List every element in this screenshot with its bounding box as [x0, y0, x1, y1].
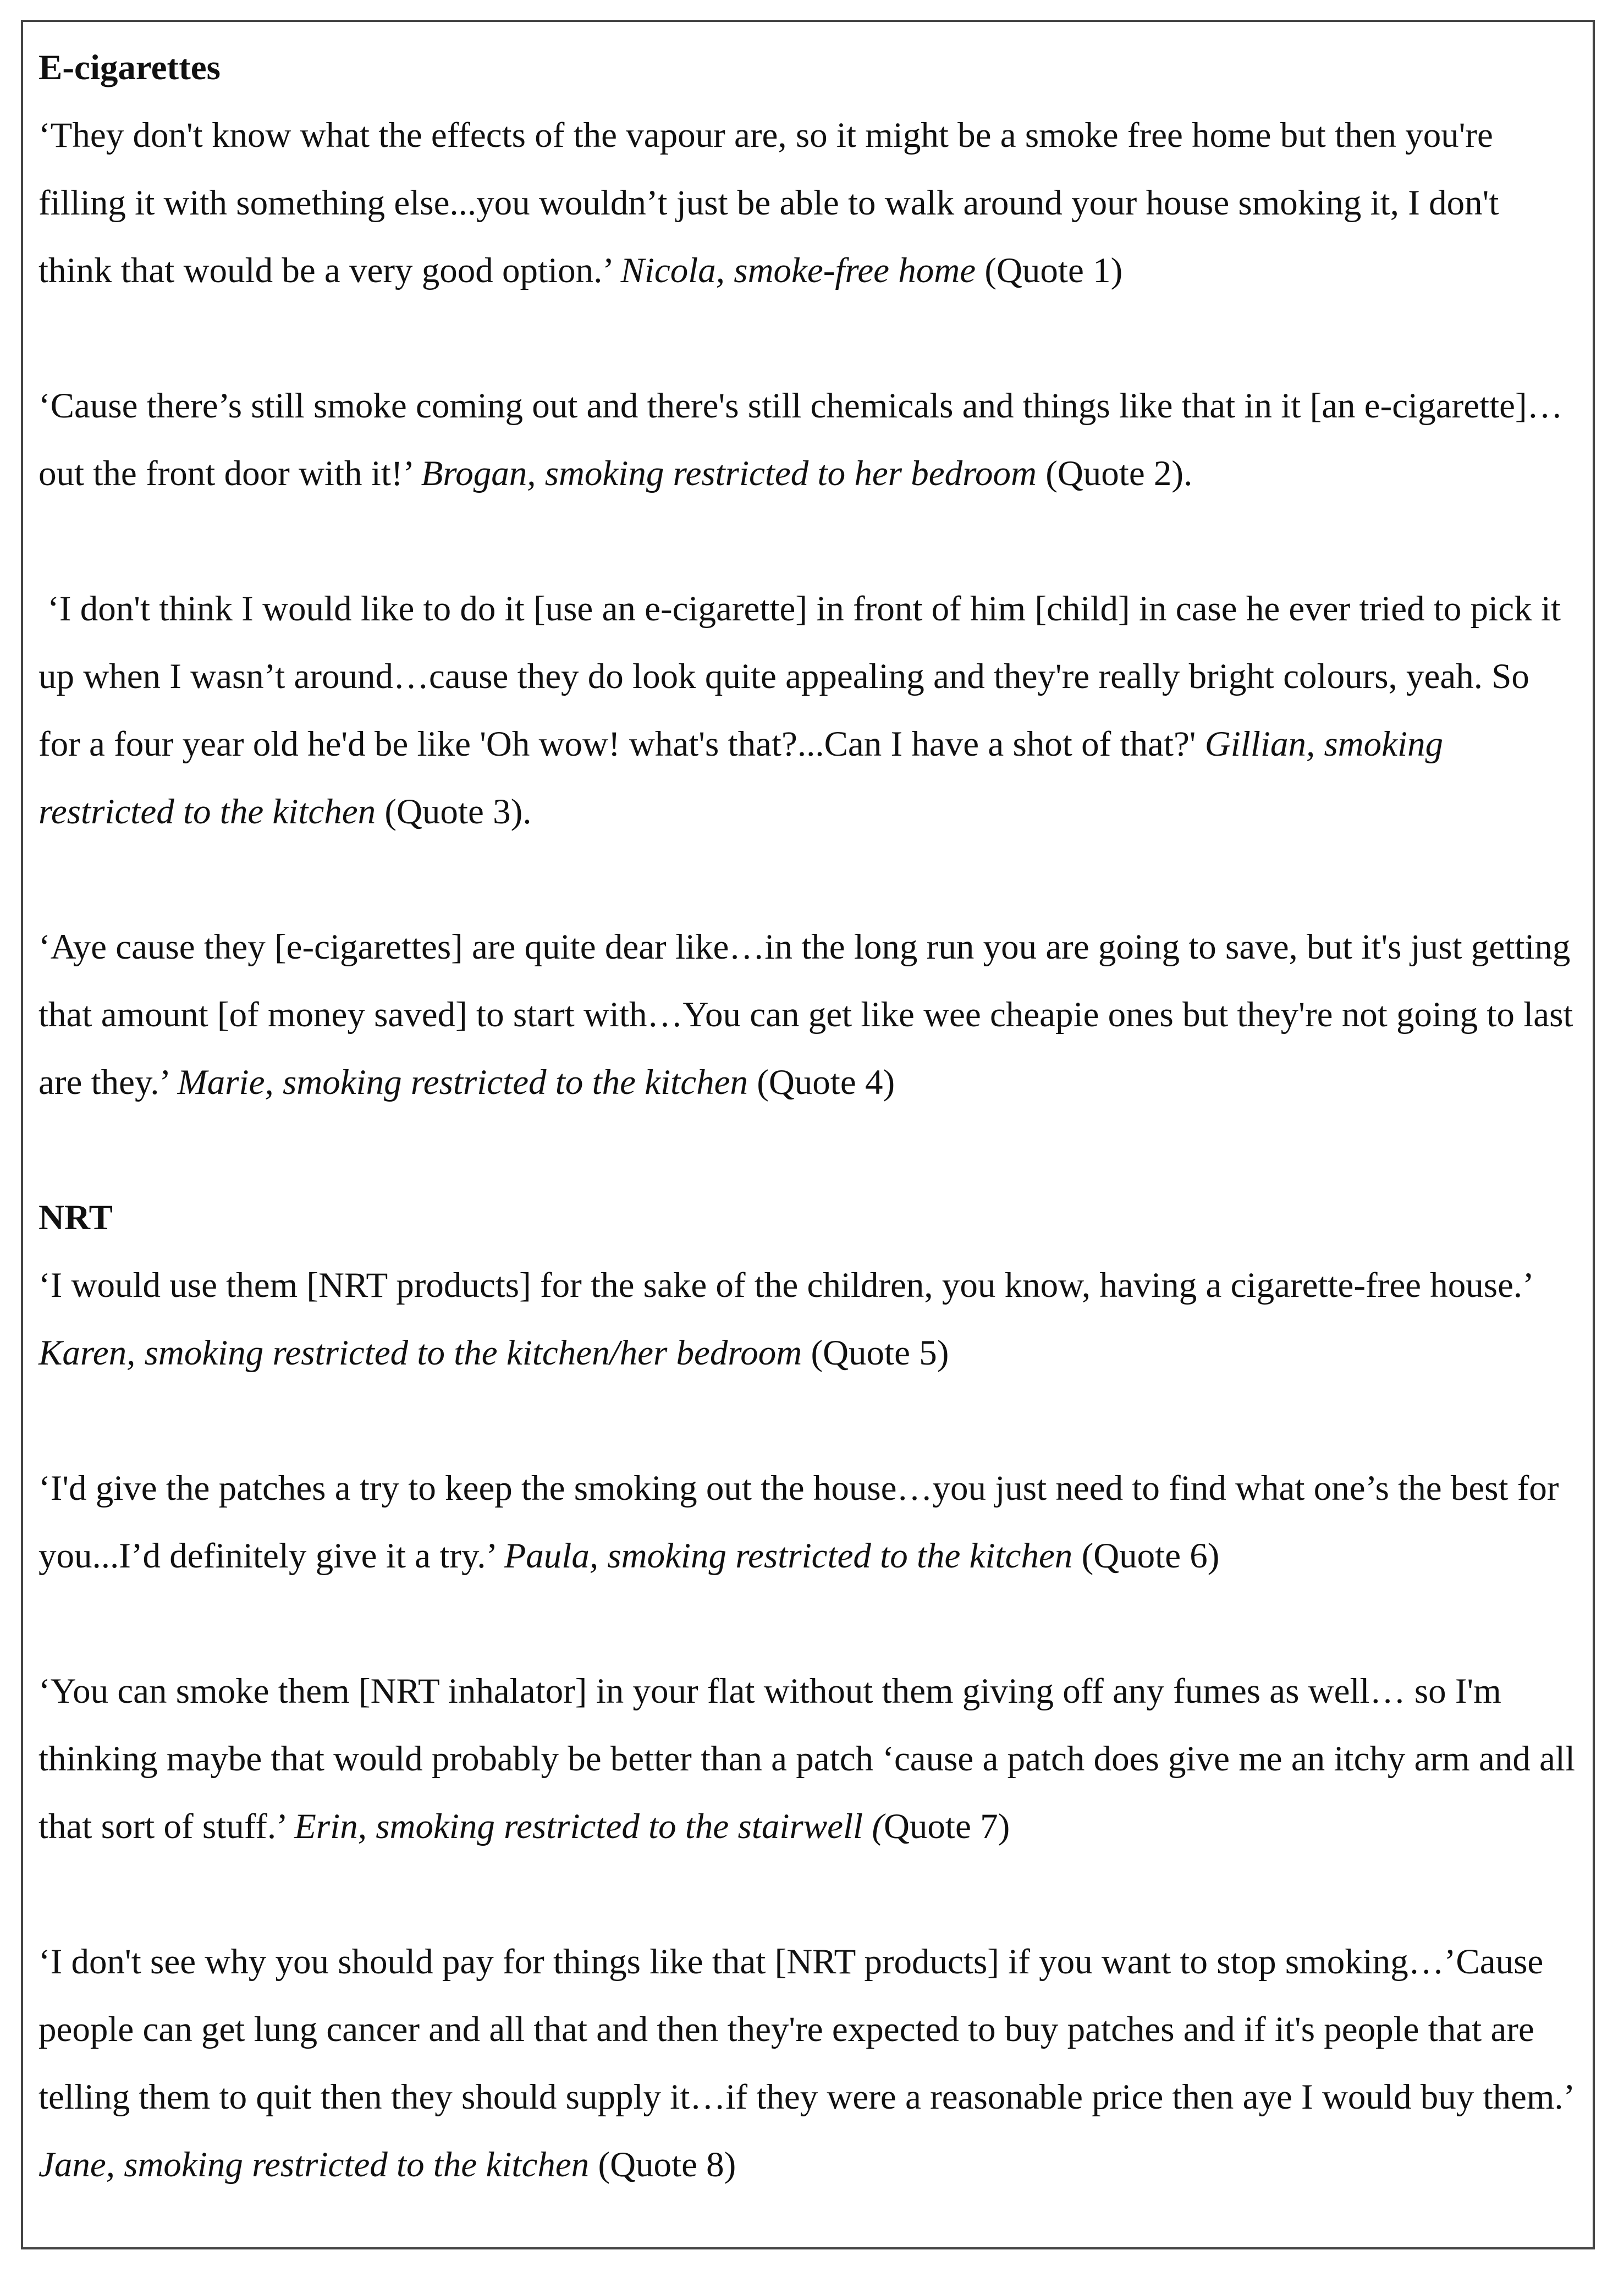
quote-text: ‘You can smoke them [NRT inhalator] in your flat without them giving off any fumes as well… so I'm thinking maybe that would probably be better than a patch ‘cause a patch does give me an itchy arm and all that sort of stuff.’ — [38, 1671, 1576, 1846]
quote-reference: (Quote 8) — [598, 2145, 736, 2185]
quote-4 — [38, 914, 1578, 1116]
quote-6 — [38, 1455, 1578, 1590]
quote-reference: (Quote 2). — [1045, 454, 1193, 493]
quote-reference: Quote 7) — [883, 1807, 1010, 1846]
quote-attribution: Erin, smoking restricted to the stairwell ( — [294, 1807, 884, 1846]
quote-text: ‘I don't think I would like to do it [use an e-cigarette] in front of him [child] in case he ever tried to pick it up when I wasn’t around…cause they do look quite appealing and they're really bright colours, yeah. So for a four year old he'd be like 'Oh wow! what's that?...Can I have a shot of that?' — [38, 589, 1561, 764]
spacer — [38, 846, 1578, 914]
quote-attribution: Gillian, smoking restricted to the kitchen — [38, 724, 1444, 832]
quote-attribution: Paula, smoking restricted to the kitchen — [504, 1536, 1073, 1576]
quote-attribution: Karen, smoking restricted to the kitchen/her bedroom — [38, 1333, 802, 1373]
section-heading-e-cigarettes: E-cigarettes — [38, 48, 221, 87]
spacer — [38, 1116, 1578, 1184]
quote-reference: (Quote 4) — [757, 1063, 895, 1102]
quote-2 — [38, 372, 1578, 508]
quote-7 — [38, 1658, 1578, 1861]
quote-5 — [38, 1252, 1578, 1387]
quote-1 — [38, 102, 1578, 305]
quote-text: ‘They don't know what the effects of the vapour are, so it might be a smoke free home but then you're filling it with something else...you wouldn’t just be able to walk around your house smoking it, I don't think that would be a very good option.’ — [38, 115, 1499, 290]
quote-attribution: Brogan, smoking restricted to her bedroom — [421, 454, 1037, 493]
spacer — [38, 1590, 1578, 1658]
quote-8 — [38, 1928, 1578, 2199]
quote-text: ‘I don't see why you should pay for things like that [NRT products] if you want to stop smoking…’Cause people can get lung cancer and all that and then they're expected to buy patches and if it's people that are telling them to quit then they should supply it…if they were a reasonable price then aye I would buy them.’ — [38, 1942, 1573, 2117]
spacer — [38, 1387, 1578, 1455]
quote-text: ‘Cause there’s still smoke coming out and there's still chemicals and things like that in it [an e-cigarette]…out the front door with it!’ — [38, 386, 1563, 493]
quote-attribution: Nicola, smoke-free home — [620, 251, 976, 290]
quote-3 — [38, 575, 1578, 846]
quote-reference: (Quote 6) — [1081, 1536, 1220, 1576]
quote-reference: (Quote 1) — [984, 251, 1123, 290]
section-heading-nrt: NRT — [38, 1198, 113, 1237]
quote-attribution: Jane, smoking restricted to the kitchen — [38, 2145, 590, 2185]
quote-reference: (Quote 5) — [811, 1333, 949, 1373]
quote-text: ‘I'd give the patches a try to keep the smoking out the house…you just need to find what one’s the best for you...I’d definitely give it a try.’ — [38, 1468, 1559, 1576]
spacer — [38, 508, 1578, 575]
quote-text: ‘I would use them [NRT products] for the sake of the children, you know, having a cigarette-free house.’ — [38, 1266, 1532, 1305]
quotes-content — [38, 34, 1578, 2199]
quote-attribution: Marie, smoking restricted to the kitchen — [177, 1063, 748, 1102]
spacer — [38, 1861, 1578, 1928]
spacer — [38, 305, 1578, 372]
quote-text: ‘Aye cause they [e-cigarettes] are quite dear like…in the long run you are going to save, but it's just getting that amount [of money saved] to start with…You can get like wee cheapie ones but they're not going to last are they.’ — [38, 927, 1573, 1102]
quote-reference: (Quote 3). — [384, 792, 532, 832]
